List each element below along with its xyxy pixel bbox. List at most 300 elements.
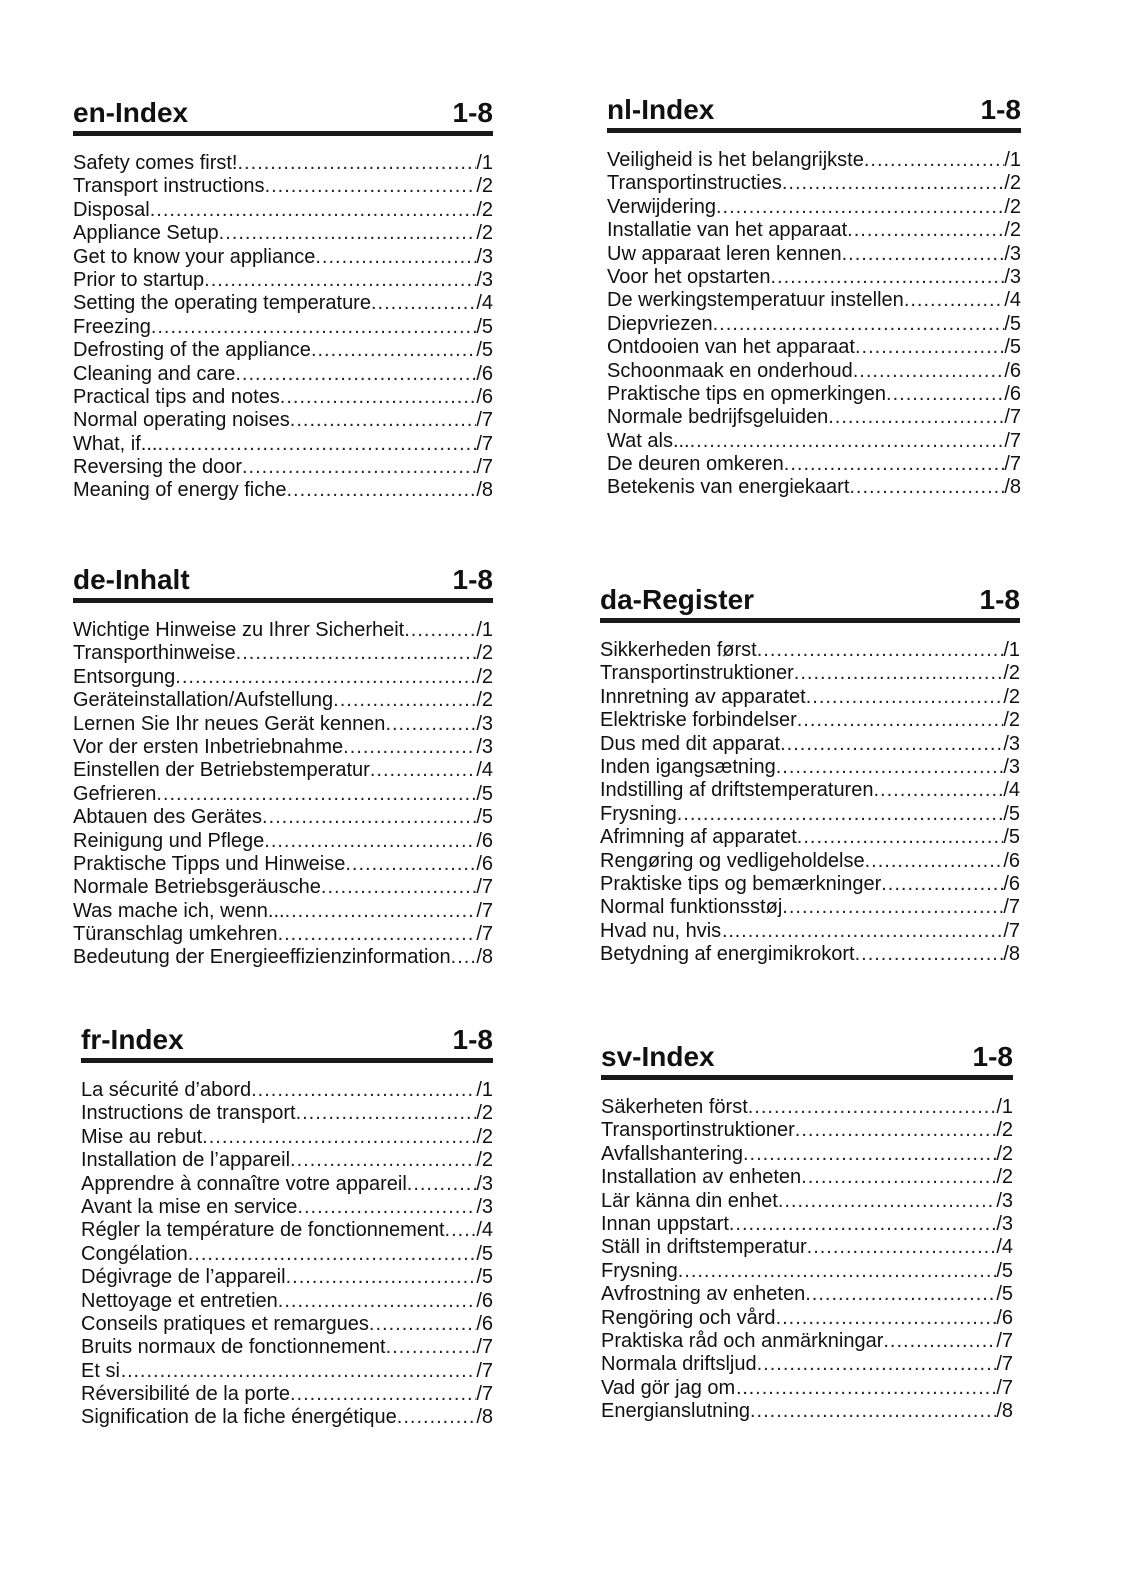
toc-entry-label: What, if... <box>73 432 158 455</box>
dot-leader <box>849 476 1004 499</box>
toc-entry <box>600 733 1020 756</box>
toc-entry-page: /8 <box>996 1400 1013 1423</box>
dot-leader <box>242 456 476 479</box>
dot-leader <box>343 736 476 759</box>
dot-leader <box>262 806 476 829</box>
toc-entry <box>607 453 1021 476</box>
toc-entry-label: Transportinstructies <box>607 172 782 195</box>
toc-entry-page: /7 <box>996 1353 1013 1376</box>
toc-entry <box>601 1260 1013 1283</box>
toc-entry <box>81 1290 493 1313</box>
dot-leader <box>321 876 476 899</box>
dot-leader <box>865 850 1004 873</box>
toc-entry-page: /3 <box>1004 265 1021 288</box>
dot-leader <box>713 313 1005 336</box>
dot-leader <box>370 759 476 782</box>
toc-entry-label: Rengøring og vedligeholdelse <box>600 849 865 872</box>
toc-entry-label: Régler la température de fonctionnement <box>81 1219 445 1242</box>
section-heading <box>73 565 493 603</box>
toc-entry-label: Normale Betriebsgeräusche <box>73 876 321 899</box>
dot-leader <box>202 1126 476 1149</box>
toc-entry <box>81 1360 493 1383</box>
toc-entry-label: Dus med dit apparat <box>600 732 781 755</box>
dot-leader <box>778 1190 997 1213</box>
index-section-nl <box>607 95 1021 500</box>
toc-entry <box>73 946 493 969</box>
toc-entry <box>600 639 1020 662</box>
dot-leader <box>188 1243 477 1266</box>
toc-entry-label: Elektriske forbindelser <box>600 709 797 732</box>
dot-leader <box>842 243 1005 266</box>
toc-entry-label: Veiligheid is het belangrijkste <box>607 149 864 171</box>
toc-entry-label: Instructions de transport <box>81 1102 296 1125</box>
toc-entry-label: Avfallshantering <box>601 1142 743 1165</box>
toc-entry-label: Säkerheten först <box>601 1096 748 1118</box>
toc-entry-page: /2 <box>476 198 493 221</box>
dot-leader <box>770 266 1004 289</box>
toc-entry-page: /8 <box>476 479 493 502</box>
toc-entry-page: /2 <box>1003 662 1020 685</box>
toc-entry-page: /6 <box>996 1306 1013 1329</box>
toc-entry-page: /2 <box>476 642 493 665</box>
toc-entry <box>81 1196 493 1219</box>
toc-entry-page: /5 <box>476 339 493 362</box>
section-heading <box>73 98 493 136</box>
toc-entry-label: Praktische tips en opmerkingen <box>607 382 887 405</box>
toc-entry-label: Reinigung und Pflege <box>73 829 265 852</box>
dot-leader <box>333 689 476 712</box>
toc-entry-page: /3 <box>476 1172 493 1195</box>
toc-entry <box>73 456 493 479</box>
toc-entry-label: Congélation <box>81 1242 188 1265</box>
toc-entry-label: Transportinstruktioner <box>600 662 794 685</box>
dot-leader <box>806 686 1004 709</box>
dot-leader <box>156 783 476 806</box>
toc-entry-page: /7 <box>1003 919 1020 942</box>
dot-leader <box>151 316 477 339</box>
toc-entry-page: /2 <box>1004 172 1021 195</box>
toc-entry <box>601 1400 1013 1423</box>
toc-entry-label: Transportinstruktioner <box>601 1119 795 1142</box>
toc-entry-label: Voor het opstarten <box>607 265 771 288</box>
toc-entry-page: /2 <box>1004 219 1021 242</box>
toc-entry <box>607 430 1021 453</box>
toc-entry-page: /4 <box>476 759 493 782</box>
toc-entry <box>600 850 1020 873</box>
toc-entry <box>600 686 1020 709</box>
toc-entry-page: /3 <box>1004 242 1021 265</box>
dot-leader <box>251 1079 476 1102</box>
toc-entry <box>73 386 493 409</box>
toc-entry <box>81 1383 493 1406</box>
dot-leader <box>678 1260 997 1283</box>
dot-leader <box>290 1383 476 1406</box>
toc-entry-page: /3 <box>996 1212 1013 1235</box>
toc-entry-page: /1 <box>476 152 493 174</box>
toc-entry <box>73 853 493 876</box>
dot-leader <box>278 923 477 946</box>
toc-entry <box>81 1102 493 1125</box>
index-section-da <box>600 585 1020 966</box>
toc-entry <box>601 1213 1013 1236</box>
toc-entry-page: /5 <box>1004 336 1021 359</box>
toc-entry-page: /7 <box>476 1383 493 1406</box>
toc-entry <box>73 269 493 292</box>
toc-entry-page: /6 <box>476 852 493 875</box>
toc-entry <box>73 199 493 222</box>
dot-leader <box>265 175 477 198</box>
dot-leader <box>677 803 1004 826</box>
toc-entry <box>600 873 1020 896</box>
dot-leader <box>236 642 477 665</box>
toc-entry-page: /7 <box>476 899 493 922</box>
dot-leader <box>386 1336 477 1359</box>
toc-entry-page: /6 <box>1003 849 1020 872</box>
toc-entry <box>73 666 493 689</box>
toc-entry-label: Praktiska råd och anmärkningar <box>601 1329 884 1352</box>
index-section-en <box>73 98 493 503</box>
toc-entry-page: /2 <box>476 1125 493 1148</box>
dot-leader <box>797 826 1004 849</box>
dot-leader <box>801 1166 996 1189</box>
toc-entry-label: Vor der ersten Inbetriebnahme <box>73 735 344 758</box>
dot-leader <box>853 360 1005 383</box>
toc-entry-label: Frysning <box>601 1259 678 1282</box>
dot-leader <box>883 1330 996 1353</box>
toc-list <box>73 619 493 970</box>
toc-entry-page: /7 <box>476 923 493 946</box>
dot-leader <box>150 199 477 222</box>
toc-entry-page: /2 <box>1003 709 1020 732</box>
toc-entry-label: Wichtige Hinweise zu Ihrer Sicherheit <box>73 619 405 641</box>
toc-entry-page: /3 <box>476 1195 493 1218</box>
toc-entry <box>73 339 493 362</box>
toc-entry <box>81 1243 493 1266</box>
toc-entry-label: Betekenis van energiekaart <box>607 476 850 499</box>
toc-entry-label: Reversing the door <box>73 456 242 479</box>
toc-entry-page: /5 <box>996 1259 1013 1282</box>
toc-entry-page: /2 <box>476 1149 493 1172</box>
dot-leader <box>855 943 1004 966</box>
toc-entry-label: Disposal <box>73 198 150 221</box>
section-page-range: 1-8 <box>452 97 493 128</box>
dot-leader <box>805 1283 996 1306</box>
toc-entry <box>73 152 493 175</box>
toc-entry-label: Praktiske tips og bemærkninger <box>600 872 882 895</box>
toc-entry-label: Signification de la fiche énergétique <box>81 1406 397 1429</box>
toc-entry-label: Bruits normaux de fonctionnement <box>81 1336 386 1359</box>
toc-entry-label: Inden igangsætning <box>600 755 776 778</box>
section-page-range: 1-8 <box>980 94 1021 125</box>
toc-entry-page: /3 <box>476 735 493 758</box>
toc-entry-page: /3 <box>1003 755 1020 778</box>
toc-entry-page: /7 <box>476 876 493 899</box>
toc-entry-page: /2 <box>996 1119 1013 1142</box>
toc-entry-label: Innretning av apparatet <box>600 685 806 708</box>
toc-entry-page: /5 <box>476 315 493 338</box>
toc-entry-label: Was mache ich, wenn... <box>73 899 285 922</box>
dot-leader <box>794 662 1004 685</box>
toc-entry-label: Et si… <box>81 1359 140 1382</box>
toc-entry-label: Normala driftsljud <box>601 1353 757 1376</box>
toc-entry <box>601 1236 1013 1259</box>
toc-entry-page: /7 <box>476 1359 493 1382</box>
toc-entry-label: Rengöring och vård <box>601 1306 776 1329</box>
toc-entry-label: Avant la mise en service <box>81 1195 298 1218</box>
toc-entry-page: /2 <box>996 1166 1013 1189</box>
toc-entry <box>607 383 1021 406</box>
toc-entry-label: Defrosting of the appliance <box>73 339 311 362</box>
dot-leader <box>369 1313 476 1336</box>
toc-entry-page: /8 <box>1004 476 1021 499</box>
toc-entry <box>73 479 493 502</box>
toc-entry <box>601 1353 1013 1376</box>
toc-entry-page: /5 <box>476 782 493 805</box>
dot-leader <box>297 1196 476 1219</box>
toc-entry-label: Geräteinstallation/Aufstellung <box>73 689 334 712</box>
toc-entry-page: /3 <box>476 712 493 735</box>
section-title: fr-Index <box>81 1024 184 1055</box>
toc-entry <box>607 313 1021 336</box>
dot-leader <box>235 363 476 386</box>
section-title: de-Inhalt <box>73 564 190 595</box>
toc-entry-page: /6 <box>1003 872 1020 895</box>
dot-leader <box>780 733 1003 756</box>
toc-entry <box>607 196 1021 219</box>
toc-entry-label: Normale bedrijfsgeluiden <box>607 406 829 429</box>
toc-entry-label: Get to know your appliance <box>73 245 316 268</box>
dot-leader <box>280 386 477 409</box>
toc-entry-page: /7 <box>996 1329 1013 1352</box>
toc-entry-label: Conseils pratiques et remargues <box>81 1312 369 1335</box>
toc-entry-page: /2 <box>1003 685 1020 708</box>
dot-leader <box>286 479 476 502</box>
toc-entry <box>81 1266 493 1289</box>
toc-entry <box>73 316 493 339</box>
toc-entry <box>73 830 493 853</box>
toc-entry-page: /5 <box>476 806 493 829</box>
toc-entry-page: /3 <box>476 268 493 291</box>
toc-entry <box>600 779 1020 802</box>
toc-entry <box>73 689 493 712</box>
toc-entry-label: Abtauen des Gerätes <box>73 806 263 829</box>
toc-entry-label: Apprendre à connaître votre appareil <box>81 1172 407 1195</box>
toc-entry-label: Ontdooien van het apparaat <box>607 336 855 359</box>
toc-entry-page: /1 <box>996 1096 1013 1118</box>
toc-entry-page: /7 <box>476 1336 493 1359</box>
toc-entry-label: Cleaning and care <box>73 362 236 385</box>
toc-entry-page: /1 <box>1003 639 1020 661</box>
toc-entry-label: Normal funktionsstøj <box>600 896 783 919</box>
dot-leader <box>140 1360 476 1383</box>
toc-entry-label: La sécurité d’abord <box>81 1079 252 1101</box>
dot-leader <box>881 873 1003 896</box>
toc-entry-label: Setting the operating temperature <box>73 292 371 315</box>
dot-leader <box>807 1236 997 1259</box>
toc-entry <box>600 756 1020 779</box>
toc-entry-label: Entsorgung <box>73 665 176 688</box>
toc-entry-label: Energianslutning <box>601 1400 750 1423</box>
toc-entry <box>607 149 1021 172</box>
toc-entry-page: /2 <box>996 1142 1013 1165</box>
dot-leader <box>311 339 476 362</box>
toc-entry <box>81 1336 493 1359</box>
section-heading <box>81 1025 493 1063</box>
toc-entry <box>601 1307 1013 1330</box>
toc-entry-label: Ställ in driftstemperatur <box>601 1236 807 1259</box>
dot-leader <box>855 336 1004 359</box>
toc-entry-label: Prior to startup <box>73 268 205 291</box>
dot-leader <box>451 946 477 969</box>
dot-leader <box>371 292 476 315</box>
dot-leader <box>750 1400 996 1423</box>
toc-entry <box>600 826 1020 849</box>
toc-entry <box>607 289 1021 312</box>
dot-leader <box>782 172 1004 195</box>
toc-entry <box>81 1149 493 1172</box>
toc-entry-label: Uw apparaat leren kennen <box>607 242 842 265</box>
toc-entry-page: /2 <box>476 689 493 712</box>
dot-leader <box>904 289 1005 312</box>
dot-leader <box>729 1213 996 1236</box>
toc-entry <box>73 433 493 456</box>
dot-leader <box>782 896 1003 919</box>
dot-leader <box>795 1119 997 1142</box>
toc-list <box>601 1096 1013 1423</box>
toc-entry-label: Praktische Tipps und Hinweise <box>73 852 346 875</box>
dot-leader <box>776 1307 997 1330</box>
dot-leader <box>748 1096 997 1119</box>
toc-entry <box>601 1166 1013 1189</box>
dot-leader <box>157 433 476 456</box>
section-page-range: 1-8 <box>452 1024 493 1055</box>
toc-list <box>600 639 1020 966</box>
toc-entry-label: Diepvriezen <box>607 312 713 335</box>
toc-entry <box>600 943 1020 966</box>
toc-entry-page: /2 <box>1004 195 1021 218</box>
toc-entry-label: Frysning <box>600 802 677 825</box>
toc-entry-page: /5 <box>1003 802 1020 825</box>
toc-entry <box>73 246 493 269</box>
toc-entry-page: /4 <box>476 1219 493 1242</box>
section-title: nl-Index <box>607 94 715 125</box>
toc-entry-label: Installation av enheten <box>601 1166 802 1189</box>
toc-entry <box>73 736 493 759</box>
toc-entry-page: /7 <box>476 409 493 432</box>
toc-entry-page: /6 <box>476 1312 493 1335</box>
toc-entry <box>73 783 493 806</box>
dot-leader <box>757 1353 997 1376</box>
toc-entry <box>600 920 1020 943</box>
dot-leader <box>345 853 476 876</box>
toc-entry-page: /7 <box>1004 429 1021 452</box>
dot-leader <box>716 196 1004 219</box>
dot-leader <box>407 1173 477 1196</box>
toc-entry <box>73 619 493 642</box>
toc-entry-label: Lernen Sie Ihr neues Gerät kennen <box>73 712 386 735</box>
toc-entry <box>73 923 493 946</box>
dot-leader <box>797 709 1004 732</box>
toc-entry <box>601 1330 1013 1353</box>
toc-entry-label: Dégivrage de l’appareil <box>81 1266 286 1289</box>
toc-entry-page: /4 <box>1004 289 1021 312</box>
section-title: sv-Index <box>601 1041 715 1072</box>
toc-entry-label: Indstilling af driftstemperaturen <box>600 779 874 802</box>
toc-entry-label: Innan uppstart <box>601 1212 729 1235</box>
toc-entry <box>607 172 1021 195</box>
toc-entry-label: Transport instructions <box>73 175 265 198</box>
dot-leader <box>296 1102 477 1125</box>
toc-entry-page: /6 <box>1004 359 1021 382</box>
toc-entry <box>73 409 493 432</box>
toc-entry <box>601 1377 1013 1400</box>
toc-entry-page: /4 <box>996 1236 1013 1259</box>
toc-entry-page: /1 <box>476 619 493 641</box>
toc-entry-page: /1 <box>476 1079 493 1101</box>
toc-entry <box>81 1173 493 1196</box>
toc-entry <box>73 806 493 829</box>
dot-leader <box>757 639 1004 662</box>
toc-entry-page: /3 <box>476 245 493 268</box>
toc-entry <box>73 222 493 245</box>
section-heading <box>601 1042 1013 1080</box>
toc-entry <box>600 896 1020 919</box>
dot-leader <box>445 1219 477 1242</box>
toc-entry-page: /2 <box>476 1102 493 1125</box>
toc-entry <box>601 1283 1013 1306</box>
dot-leader <box>286 1266 477 1289</box>
toc-entry-label: Betydning af energimikrokort <box>600 943 855 966</box>
toc-entry <box>607 219 1021 242</box>
index-section-sv <box>601 1042 1013 1423</box>
toc-entry-page: /7 <box>1004 406 1021 429</box>
toc-entry-page: /7 <box>1003 896 1020 919</box>
toc-entry <box>81 1406 493 1429</box>
toc-list <box>81 1079 493 1430</box>
section-page-range: 1-8 <box>452 564 493 595</box>
toc-entry-page: /6 <box>476 362 493 385</box>
toc-entry <box>607 266 1021 289</box>
toc-entry <box>81 1219 493 1242</box>
toc-entry-label: De werkingstemperatuur instellen <box>607 289 904 312</box>
toc-entry <box>607 360 1021 383</box>
toc-entry-label: Mise au rebut <box>81 1125 203 1148</box>
toc-entry-page: /3 <box>996 1189 1013 1212</box>
toc-entry-label: Lär känna din enhet <box>601 1189 778 1212</box>
section-title: da-Register <box>600 584 755 615</box>
toc-entry-label: Installatie van het apparaat <box>607 219 848 242</box>
dot-leader <box>784 453 1005 476</box>
index-section-fr <box>81 1025 493 1430</box>
toc-entry-label: Meaning of energy fiche <box>73 479 287 502</box>
toc-entry-label: Gefrieren <box>73 782 157 805</box>
dot-leader <box>219 222 477 245</box>
toc-entry-page: /8 <box>476 1406 493 1429</box>
toc-list <box>607 149 1021 500</box>
index-section-de <box>73 565 493 970</box>
dot-leader <box>285 900 477 923</box>
dot-leader <box>690 430 1005 453</box>
toc-entry <box>73 175 493 198</box>
toc-entry-page: /5 <box>1004 312 1021 335</box>
toc-entry-label: Bedeutung der Energieeffizienzinformation <box>73 946 451 969</box>
toc-entry-page: /5 <box>476 1266 493 1289</box>
toc-entry-page: /6 <box>1004 382 1021 405</box>
toc-entry <box>73 713 493 736</box>
dot-leader <box>404 619 476 642</box>
toc-entry-page: /4 <box>1003 779 1020 802</box>
toc-entry-label: Schoonmaak en onderhoud <box>607 359 853 382</box>
